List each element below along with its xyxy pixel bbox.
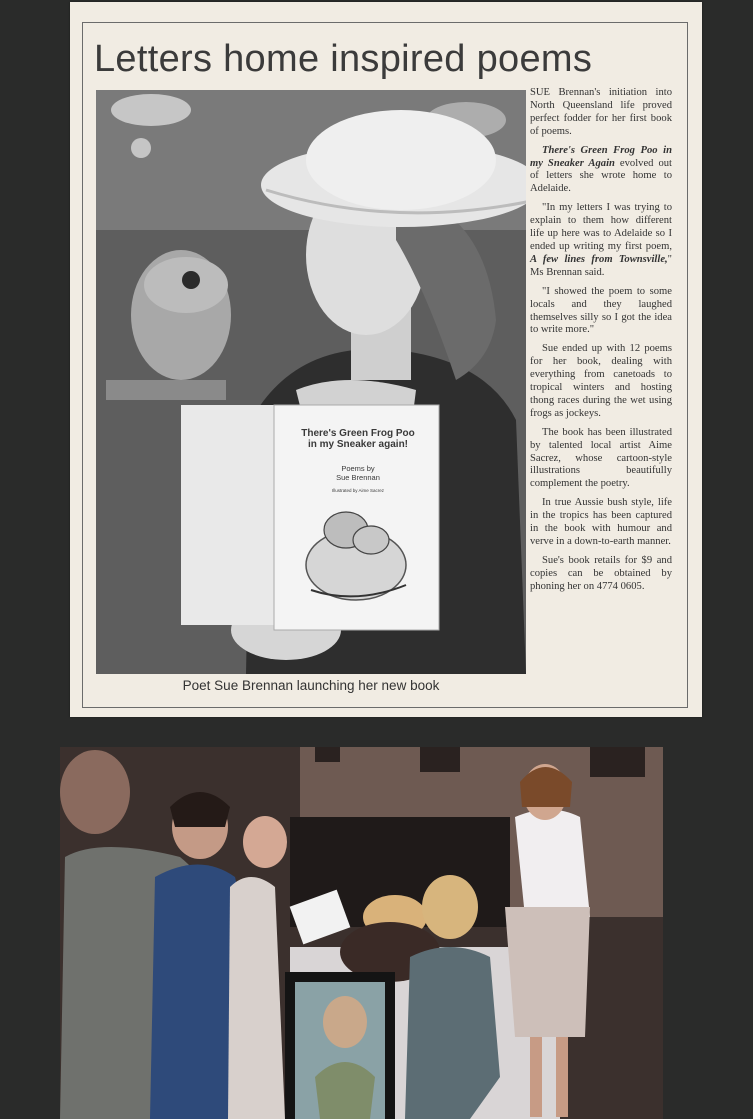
article-paragraph: The book has been illustrated by talented local artist Aime Sacrez, whose cartoon-style illustrations beautifully complement the poetry. <box>530 426 672 490</box>
photo-caption: Poet Sue Brennan launching her new book <box>182 678 440 693</box>
book-signing-photo <box>60 747 663 1119</box>
article-paragraph: Sue ended up with 12 poems for her book, dealing with everything from canetoads to tropical winters and hosting thong races during the wet using frogs as jockeys. <box>530 343 672 419</box>
article-paragraph: "In my letters I was trying to explain to them how different life up here was to Adelaide so I ended up writing my first poem, A few lines from Townsville," Ms Brennan said. <box>530 202 672 278</box>
article-paragraph: "I showed the poem to some locals and they laughed themselves silly so I got the idea to write more." <box>530 285 672 336</box>
article-paragraph: There's Green Frog Poo in my Sneaker Again evolved out of letters she wrote home to Adelaide. <box>530 144 672 195</box>
book-byline1: Poems by <box>341 464 375 473</box>
book-title-line1: There's Green Frog Poo <box>301 428 415 439</box>
poet-photo-illustration <box>96 90 526 674</box>
book-signing-scene <box>60 747 663 1119</box>
article-paragraph: In true Aussie bush style, life in the tropics has been captured in the book with humour and verve in a down-to-earth manner. <box>530 497 672 547</box>
book-illustrator: Illustrated by Aime Sacrez <box>331 488 385 493</box>
article-paragraph: SUE Brennan's initiation into North Queensland life proved perfect fodder for her first book of poems. <box>530 87 672 137</box>
newspaper-clipping <box>70 2 702 717</box>
headline: Letters home inspired poems <box>94 38 593 80</box>
article-photo <box>96 90 526 674</box>
article-body <box>530 87 672 600</box>
book-byline2: Sue Brennan <box>336 473 380 482</box>
article-paragraph: Sue's book retails for $9 and copies can be obtained by phoning her on 4774 0605. <box>530 554 672 592</box>
book-title-line2: in my Sneaker again! <box>307 439 409 450</box>
